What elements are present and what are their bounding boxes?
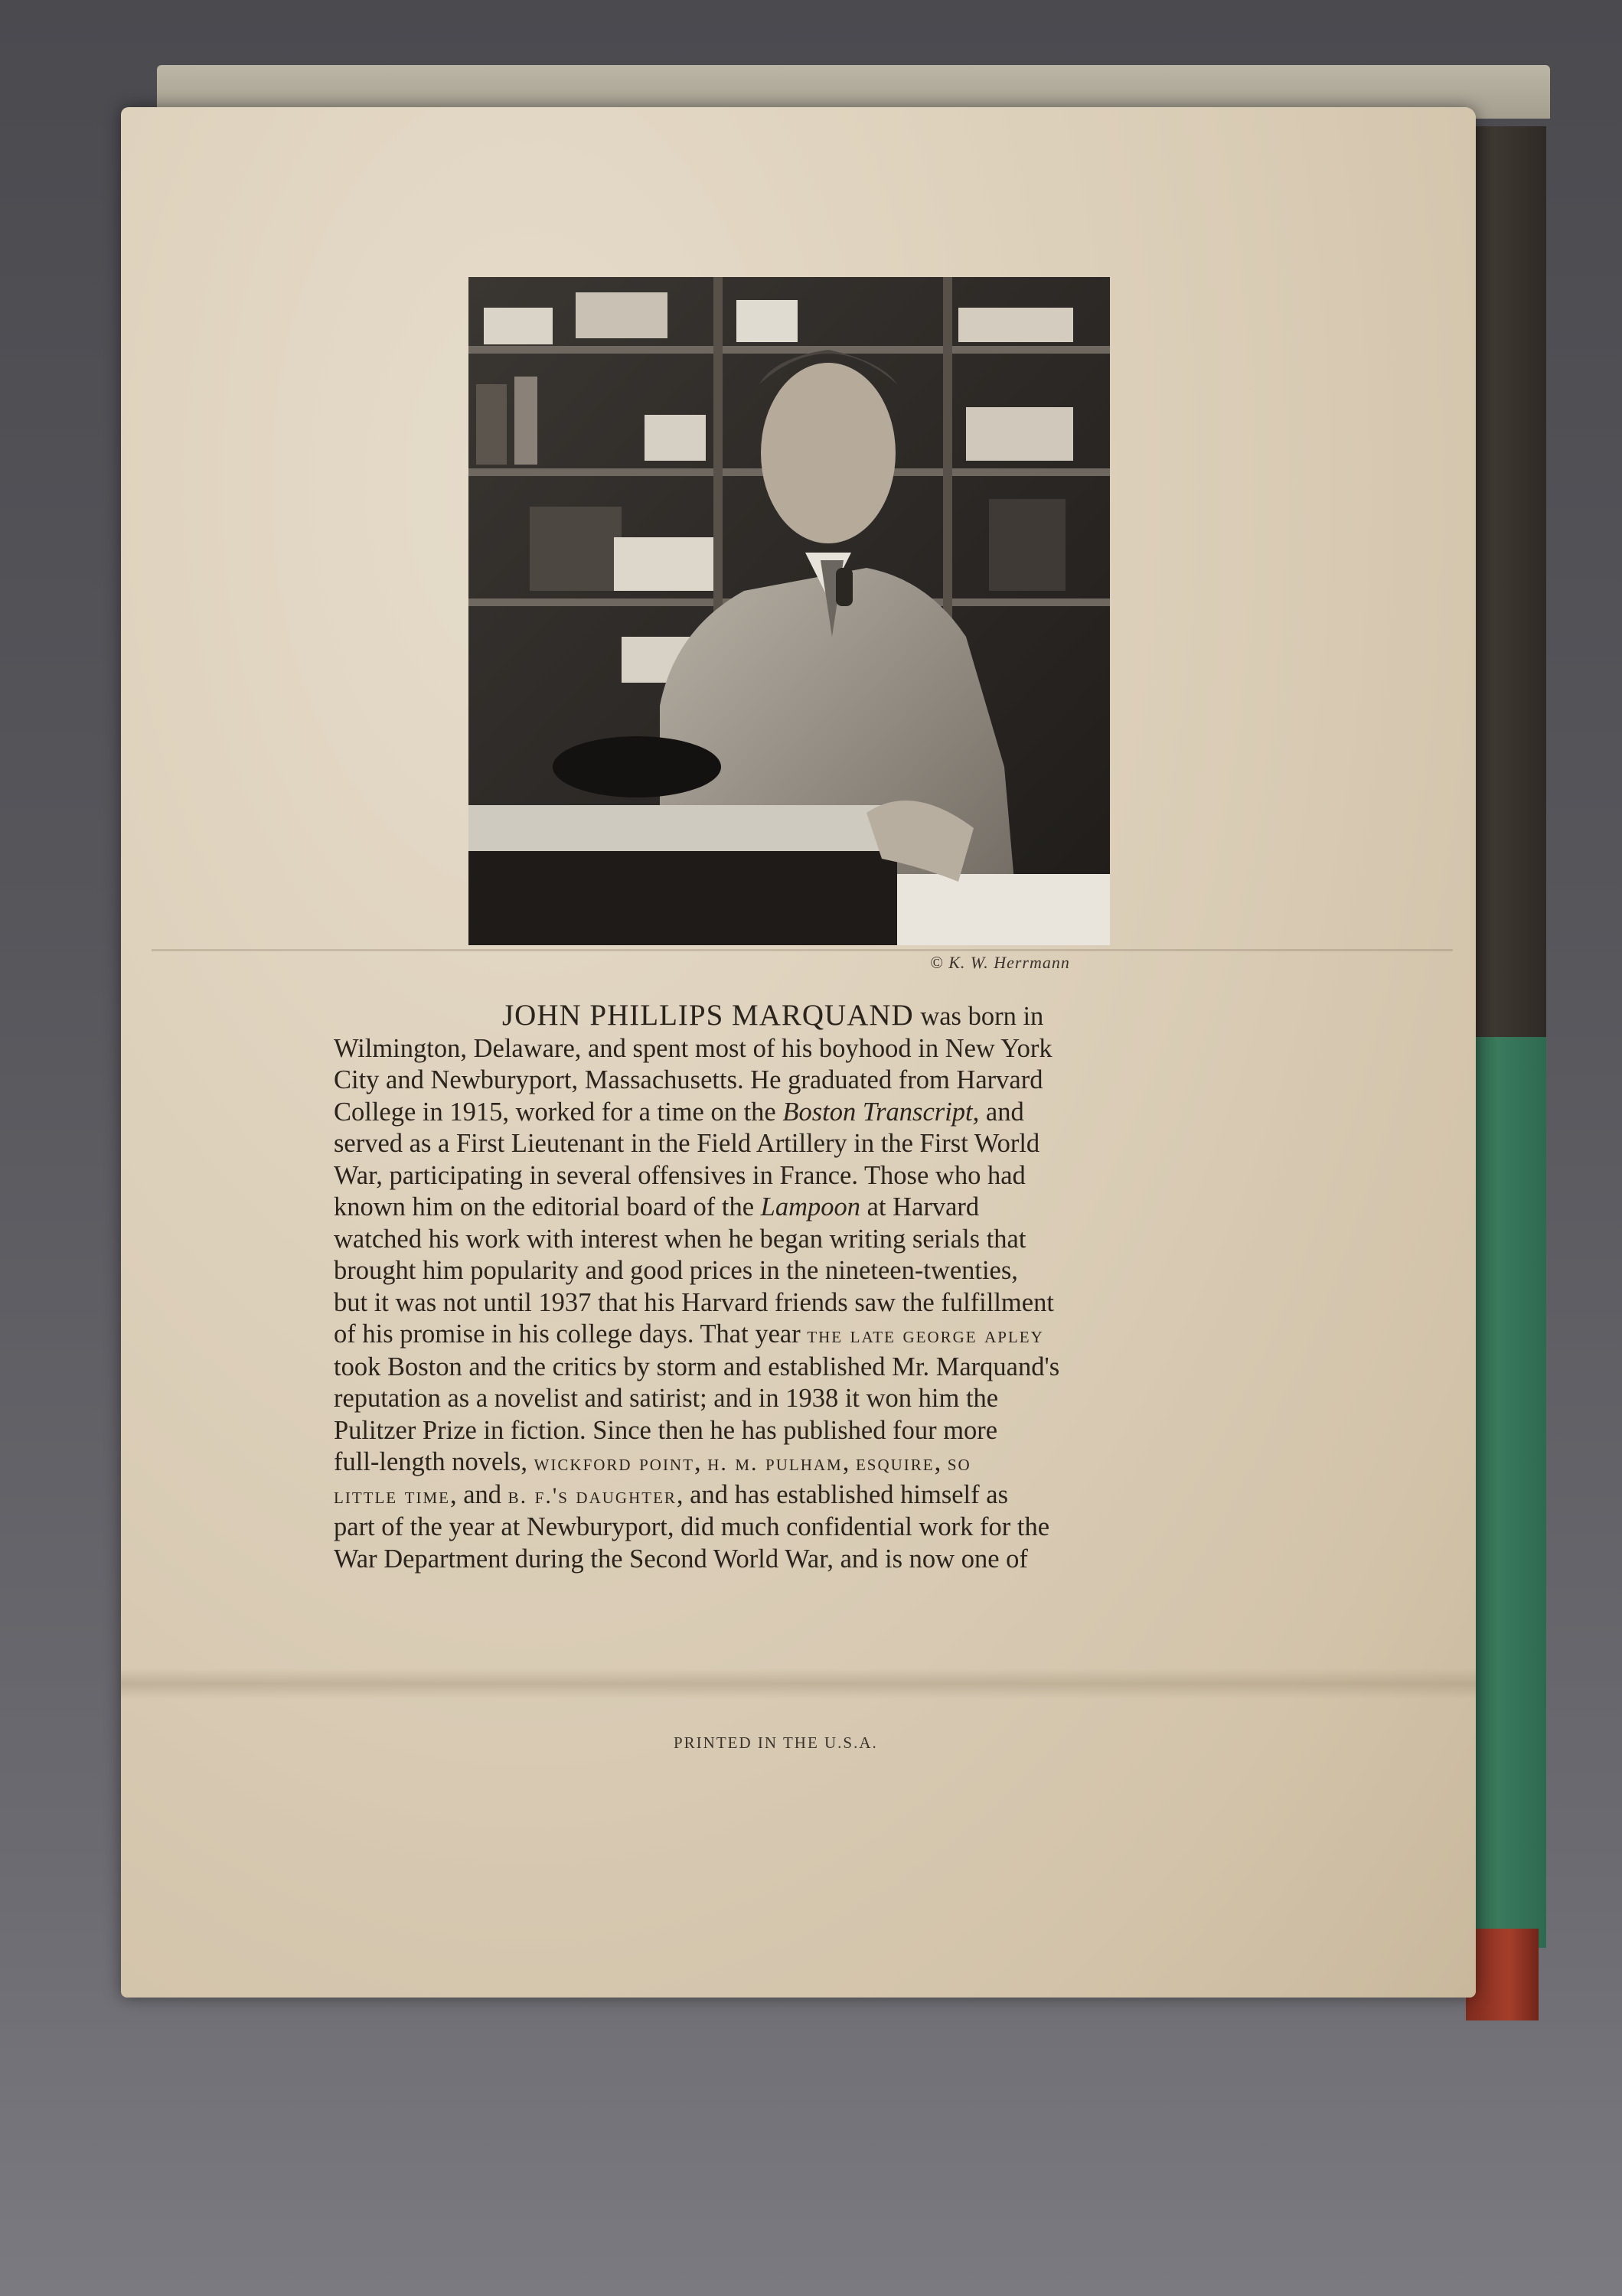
- bio-line: reputation as a novelist and satirist; and in 1938 it won him the: [334, 1384, 999, 1413]
- bio-line: but it was not until 1937 that his Harvard friends saw the fulfillment: [334, 1287, 1054, 1317]
- bio-line: served as a First Lieutenant in the Field Artillery in the First World: [334, 1129, 1040, 1158]
- bio-line: War Department during the Second World War, and is now one of: [334, 1544, 1028, 1574]
- bio-text: known him on the editorial board of the: [334, 1192, 761, 1221]
- book-title: h. m. pulham: [707, 1450, 843, 1476]
- bio-line: [334, 1479, 1268, 1512]
- bio-line: part of the year at Newburyport, did much confidential work for the: [334, 1512, 1050, 1541]
- book-title: wickford point: [534, 1450, 694, 1476]
- bio-line: [334, 1097, 1268, 1129]
- bio-line: City and Newburyport, Massachusetts. He graduated from Harvard: [334, 1065, 1043, 1094]
- bio-text: ,: [842, 1447, 856, 1476]
- bio-line: watched his work with interest when he began writing serials that: [334, 1224, 1026, 1254]
- bio-text: , and has established himself as: [676, 1479, 1008, 1509]
- bio-line: took Boston and the critics by storm and established Mr. Marquand's: [334, 1352, 1060, 1381]
- publication-title: Lampoon: [760, 1192, 860, 1221]
- bio-text: ,: [934, 1447, 948, 1476]
- bio-line: [334, 1446, 1268, 1479]
- jacket-fold: [121, 1668, 1476, 1699]
- author-bio: [334, 1000, 1268, 1575]
- author-name: JOHN PHILLIPS MARQUAND: [502, 999, 914, 1032]
- author-photo: [468, 277, 1110, 945]
- book-title: b. f.'s daughter: [507, 1482, 677, 1508]
- publication-title: Boston Transcript,: [782, 1097, 980, 1127]
- printed-in-usa: PRINTED IN THE U.S.A.: [674, 1733, 878, 1752]
- book-spine-red: [1466, 1929, 1539, 2020]
- book-title: the late george apley: [807, 1322, 1044, 1348]
- bio-line: [334, 1319, 1268, 1352]
- bio-text: was born in: [913, 1002, 1044, 1031]
- bio-line: Wilmington, Delaware, and spent most of his boyhood in New York: [334, 1033, 1053, 1063]
- bio-line: War, participating in several offensives in France. Those who had: [334, 1160, 1026, 1190]
- bio-line: brought him popularity and good prices in the nineteen-twenties,: [334, 1256, 1018, 1285]
- photo-credit: © K. W. Herrmann: [930, 953, 1070, 972]
- bio-line: [334, 1000, 1268, 1033]
- bio-text: ,: [694, 1447, 708, 1476]
- bio-text: at Harvard: [860, 1192, 980, 1221]
- bio-text: of his promise in his college days. That year: [334, 1319, 808, 1349]
- book-title: little time: [334, 1482, 450, 1508]
- book-title: so: [947, 1450, 971, 1476]
- bio-text: and: [979, 1097, 1024, 1127]
- bio-text: full-length novels,: [334, 1447, 534, 1476]
- bio-line: Pulitzer Prize in fiction. Since then he has published four more: [334, 1415, 998, 1445]
- bio-line: [334, 1192, 1268, 1224]
- bio-text: , and: [449, 1479, 508, 1509]
- bio-text: College in 1915, worked for a time on the: [334, 1097, 783, 1127]
- jacket-crease: [152, 949, 1453, 951]
- book-title: esquire: [855, 1450, 935, 1476]
